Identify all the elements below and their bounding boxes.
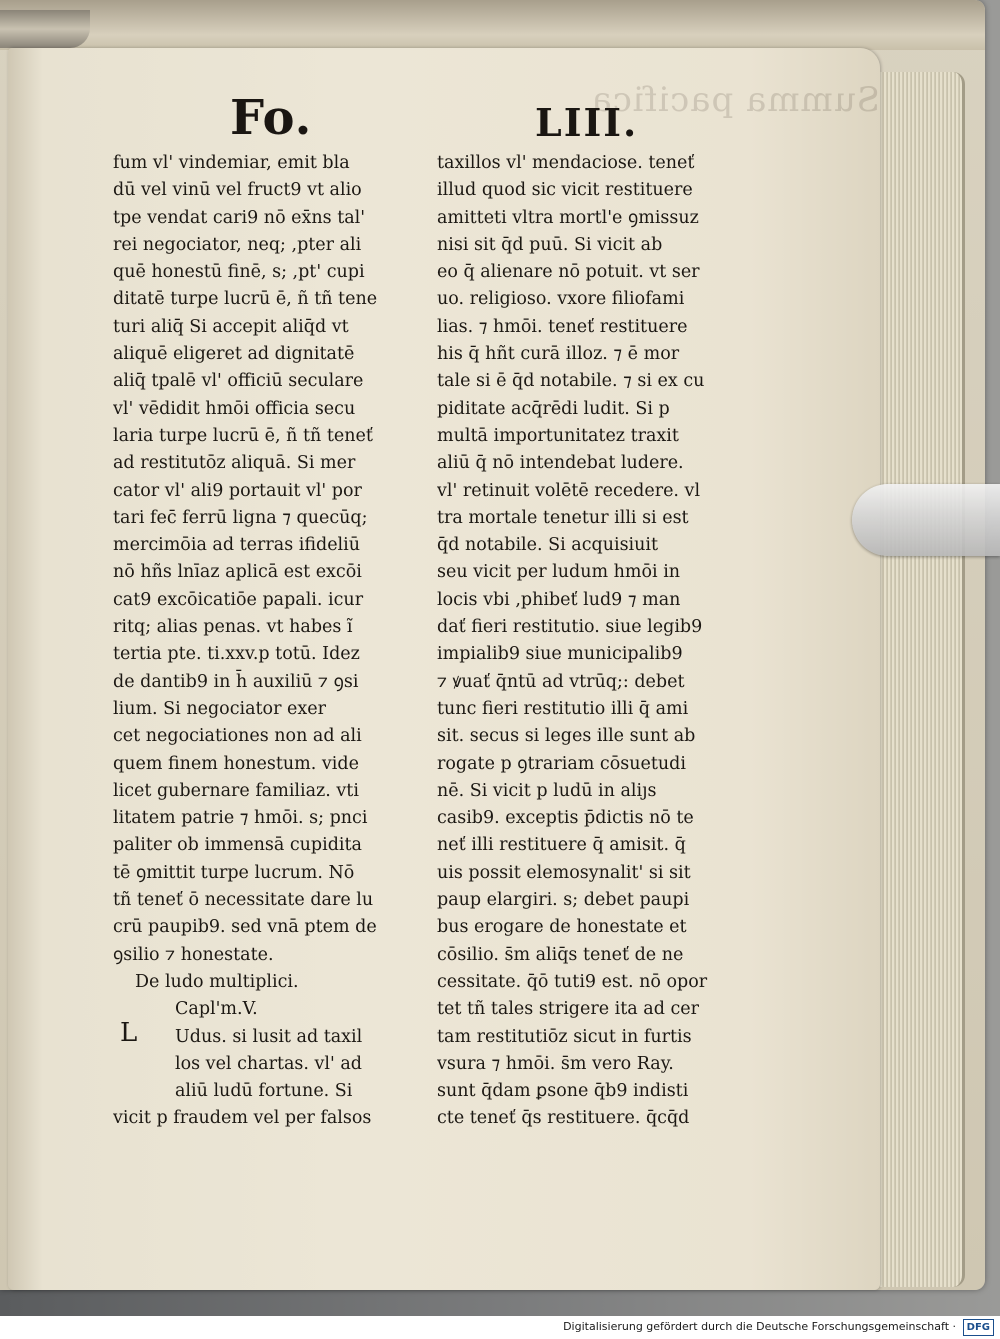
text-line: tari fec̄ ferrū ligna ⁊ quecūq;: [113, 507, 368, 528]
text-line: aliq̄ tpalē vl' officiū seculare: [113, 371, 364, 392]
text-line: turi aliq̄ Si accepit aliq̄d vt: [113, 316, 349, 337]
text-line: sit. secus si leges ille sunt ab: [437, 726, 696, 747]
text-line: paup elargiri. s; debet paupi: [437, 890, 690, 911]
text-line: aliū ludū fortune. Si: [175, 1081, 353, 1102]
text-line: ⁊ ꝟuať q̄ntū ad vtrūq;: debet: [437, 671, 685, 692]
text-line: piditate acq̄rēdi ludit. Si p: [437, 398, 670, 419]
text-line: seu vicit per ludum hmōi in: [437, 562, 681, 583]
text-line: q̄d notabile. Si acquisiuit: [437, 535, 659, 556]
text-line: quem finem honestum. vide: [113, 753, 359, 774]
text-line: nō hñs lnīaz aplicā est excōi: [113, 562, 362, 583]
spine-roll: [0, 10, 90, 48]
text-line: uo. religioso. vxore filiofami: [437, 289, 685, 310]
text-line: impialib9 siue municipalib9: [437, 644, 683, 665]
text-line: ritq; alias penas. vt habes ĩ: [113, 617, 353, 638]
text-line: ad restitutōz aliquā. Si mer: [113, 453, 356, 474]
text-line: cat9 excōicatiōe papali. icur: [113, 589, 364, 610]
text-line: tet tñ tales strigere ita ad cer: [437, 999, 699, 1020]
text-line: Udus. si lusit ad taxil: [175, 1026, 363, 1047]
text-line: tñ teneť ō necessitate dare lu: [113, 890, 374, 911]
text-line: bus erogare de honestate et: [437, 917, 687, 938]
text-line: crū paupib9. sed vnā ptem de: [113, 917, 377, 938]
text-line: los vel chartas. vl' ad: [175, 1053, 363, 1074]
left-column: [113, 150, 413, 1133]
text-line: tunc fieri restitutio illi q̄ ami: [437, 698, 689, 719]
text-line: taxillos vl' mendaciose. teneť: [437, 153, 695, 173]
folio-number: LIII.: [535, 100, 639, 145]
book-cover-top-edge: [0, 0, 985, 50]
bleed-through-text: Summa pacifica: [590, 80, 880, 120]
text-line: lias. ⁊ hmōi. teneť restituere: [437, 316, 688, 337]
text-line: vsura ⁊ hmōi. s̄m vero Ray.: [437, 1053, 674, 1074]
text-line: cator vl' ali9 portauit vl' por: [113, 480, 362, 501]
text-line: quē honestū finē, s; ,pt' cupi: [113, 262, 365, 283]
text-line: illud quod sic vicit restituere: [437, 180, 693, 201]
footer-bar: [0, 1316, 1000, 1339]
text-line: vl' retinuit volētē recedere. vl: [437, 480, 701, 501]
text-line: tpe vendat cari9 nō ex̄ns tal': [113, 207, 366, 228]
text-line: tra mortale tenetur illi si est: [437, 507, 689, 528]
text-line: casib9. exceptis p̄dictis nō te: [437, 808, 694, 829]
page-header: [230, 90, 650, 150]
text-line: tertia pte. ti.xxv.p totū. Idez: [113, 644, 360, 665]
text-line: litatem patrie ⁊ hmōi. s; pnci: [113, 808, 368, 829]
text-line: mercimōia ad terras ifideliū: [113, 535, 361, 556]
text-line: ditatē turpe lucrū ē, ñ tñ tene: [113, 289, 378, 310]
text-line: rei negociator, neq; ,pter ali: [113, 234, 362, 255]
text-line: de dantib9 in h̄ auxiliū ⁊ ꝯsi: [113, 671, 359, 692]
text-line: ꝯsilio ⁊ honestate.: [113, 944, 274, 965]
text-line: cessitate. q̄ō tuti9 est. nō opor: [437, 971, 708, 992]
text-line: rogate p ꝯtrariam cōsuetudi: [437, 753, 686, 774]
text-line: cet negociationes non ad ali: [113, 726, 362, 747]
text-line: tale si ē q̄d notabile. ⁊ si ex cu: [437, 371, 705, 392]
book-clasp: [852, 484, 1000, 556]
text-line: nē. Si vicit p ludū in aliȷs: [437, 780, 657, 801]
text-line: multā importunitatez traxit: [437, 425, 679, 446]
text-line: vicit p fraudem vel per falsos: [113, 1108, 372, 1129]
text-line: fum vl' vindemiar, emit bla: [113, 153, 350, 173]
text-line: tē ꝯmittit turpe lucrum. Nō: [113, 862, 355, 883]
text-line: aliquē eligeret ad dignitatē: [113, 344, 355, 365]
initial-letter: L: [120, 1018, 138, 1048]
right-column: [437, 150, 742, 1133]
text-line: cōsilio. s̄m aliq̄s teneť de ne: [437, 944, 684, 965]
text-line: eo q̄ alienare nō potuit. vt ser: [437, 262, 700, 283]
text-line: tam restitutiōz sicut in furtis: [437, 1026, 692, 1047]
text-line: dať fieri restitutio. siue legib9: [437, 617, 703, 638]
text-line: licet gubernare familiaz. vti: [113, 780, 359, 801]
chapter-number: Capl'm.V.: [175, 999, 258, 1020]
text-line: aliū q̄ nō intendebat ludere.: [437, 453, 684, 474]
text-line: amitteti vltra mortl'e ꝯmissuz: [437, 207, 699, 228]
dfg-logo: DFG: [963, 1319, 994, 1336]
text-line: lium. Si negociator exer: [113, 698, 326, 719]
text-line: sunt q̄dam ꝑsone q̄b9 indisti: [437, 1081, 689, 1102]
funding-credit: Digitalisierung gefördert durch die Deutsche Forschungsgemeinschaft ·: [563, 1320, 956, 1333]
text-line: nisi sit q̄d puū. Si vicit ab: [437, 234, 663, 255]
text-line: dū vel vinū vel fruct9 vt alio: [113, 180, 362, 201]
text-line: vl' vēdidit hmōi officia secu: [113, 398, 356, 419]
text-line: laria turpe lucrū ē, ñ tñ teneť: [113, 425, 373, 446]
text-line: paliter ob immensā cupidita: [113, 835, 362, 856]
page-edges: [872, 72, 965, 1287]
folio-label: Fo.: [230, 90, 313, 146]
text-line: his q̄ hñt curā illoz. ⁊ ē mor: [437, 344, 680, 365]
text-line: locis vbi ,phibeť lud9 ⁊ man: [437, 589, 681, 610]
chapter-title: De ludo multiplici.: [135, 971, 299, 992]
text-line: neť illi restituere q̄ amisit. q̄: [437, 835, 686, 856]
text-line: cte teneť q̄s restituere. q̄cq̄d: [437, 1108, 690, 1129]
text-line: uis possit elemosynalit' si sit: [437, 862, 691, 883]
